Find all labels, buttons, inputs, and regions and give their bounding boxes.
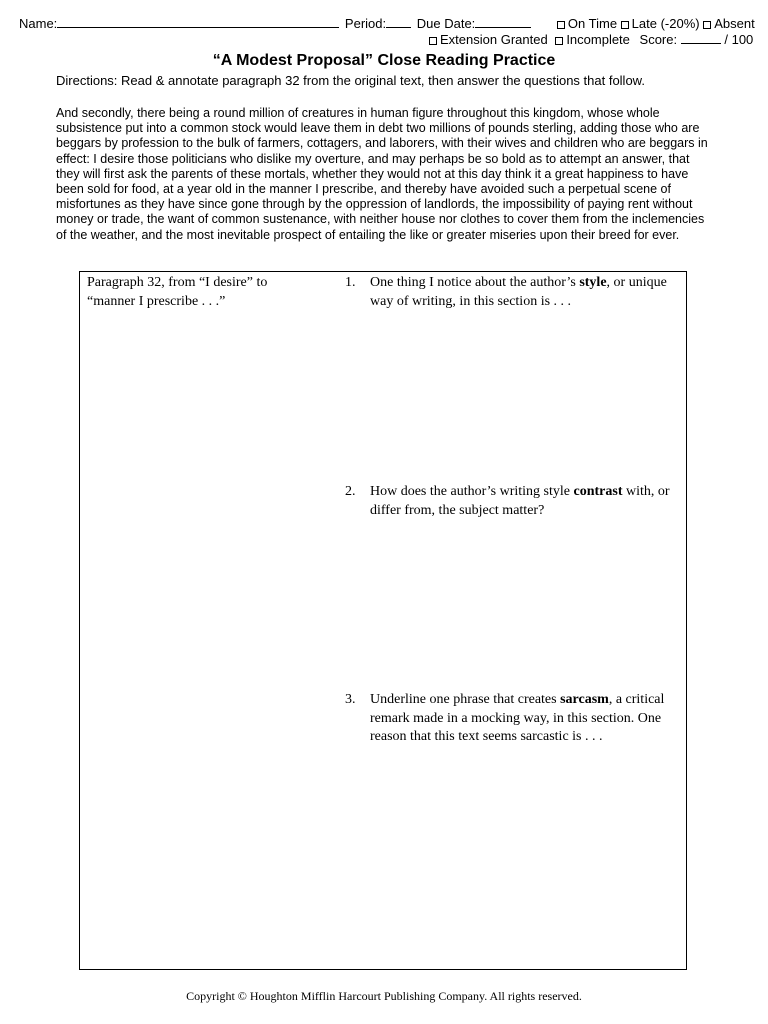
period-field[interactable]	[386, 15, 411, 28]
on-time-checkbox[interactable]	[557, 21, 565, 29]
question-3-number: 3.	[345, 692, 356, 707]
incomplete-checkbox[interactable]	[555, 37, 563, 45]
passage-text: And secondly, there being a round million of creatures in human figure throughout this kingdom, whose whole subsistence put into a common stock would leave them in debt two millions of pounds sterling, adding those who are beggars by profession to the bulk of farmers, cottagers, and laborers, with their wives and children who are beggars in effect: I desire those politicians who dislike my overture, and may perhaps be so bold as to attempt an answer, that they will first ask the parents of these mortals, whether they would not at this day think it a great happiness to have been sold for food, at a year old in the manner I prescribe, and thereby have avoided such a perpetual scene of misfortunes as they have since gone through by the oppression of landlords, the impossibility of paying rent without money or trade, the want of common sustenance, with neither house nor clothes to cover them from the inclemencies of the weather, and the most inevitable prospect of entailing the like or greater miseries upon their breed for ever.	[56, 106, 708, 242]
question-3-text: Underline one phrase that creates sarcasm, a critical remark made in a mocking way, in this section. One reason that this text seems sarcastic is . . .	[370, 692, 665, 744]
on-time-label: On Time	[567, 16, 618, 31]
question-3-keyword: sarcasm	[560, 692, 609, 707]
extension-granted-label: Extension Granted	[440, 32, 548, 47]
paragraph-reference: Paragraph 32, from “I desire” to “manner I prescribe . . .”	[87, 275, 268, 309]
period-label: Period:	[344, 16, 387, 31]
late-checkbox[interactable]	[621, 21, 629, 29]
header-row-2	[429, 31, 753, 48]
score-field[interactable]	[681, 31, 721, 44]
question-1-keyword: style	[579, 275, 607, 290]
question-1-text: One thing I notice about the author’s style, or unique way of writing, in this section is . . .	[370, 275, 667, 309]
name-label: Name:	[19, 16, 58, 31]
absent-label: Absent	[714, 16, 755, 31]
extension-granted-checkbox[interactable]	[429, 37, 437, 45]
name-field[interactable]	[57, 15, 339, 28]
page-title: “A Modest Proposal” Close Reading Practice	[212, 52, 556, 69]
question-3	[345, 691, 680, 747]
due-date-label: Due Date:	[416, 16, 476, 31]
answer-box	[79, 271, 687, 970]
question-2-keyword: contrast	[573, 484, 623, 499]
copyright-footer: Copyright © Houghton Mifflin Harcourt Publishing Company. All rights reserved.	[186, 989, 582, 1003]
directions-text: Directions: Read & annotate paragraph 32 from the original text, then answer the questions that follow.	[56, 73, 645, 88]
question-1-number: 1.	[345, 275, 356, 290]
absent-checkbox[interactable]	[703, 21, 711, 29]
question-1	[345, 274, 680, 311]
incomplete-label: Incomplete	[566, 32, 630, 47]
score-label: Score:	[639, 32, 678, 47]
question-2-text: How does the author’s writing style contrast with, or differ from, the subject matter?	[370, 484, 670, 518]
due-date-field[interactable]	[475, 15, 531, 28]
question-2-number: 2.	[345, 484, 356, 499]
score-total: / 100	[724, 32, 754, 47]
late-label: Late (-20%)	[631, 16, 700, 31]
question-2	[345, 483, 680, 520]
header-row-1	[19, 15, 755, 32]
